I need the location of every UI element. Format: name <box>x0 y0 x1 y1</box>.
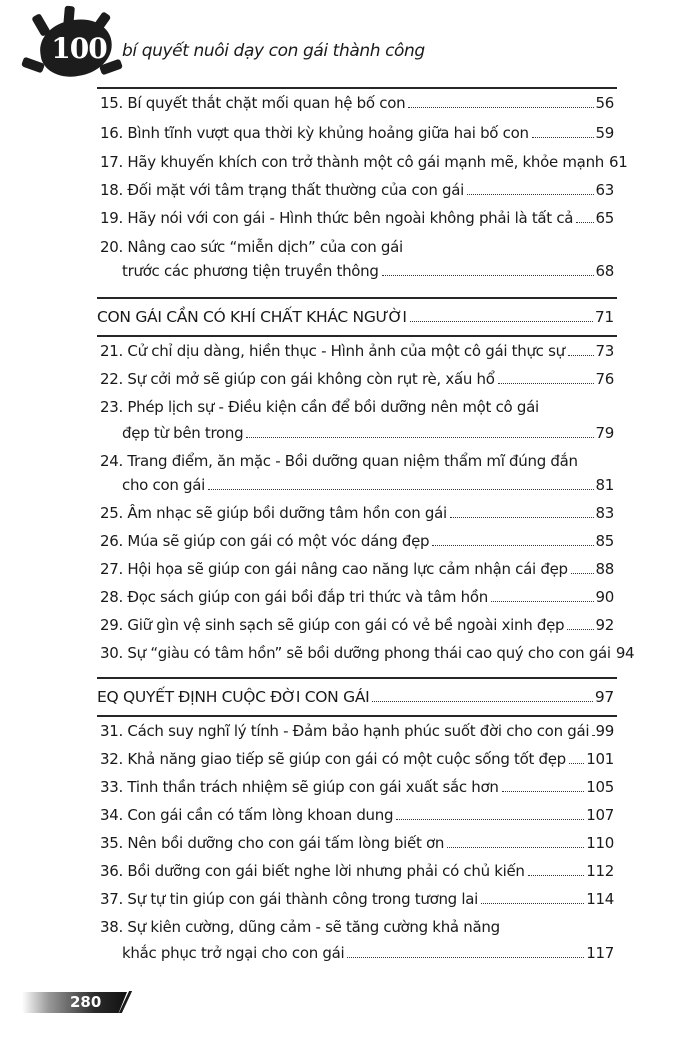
entry-page: 79 <box>595 424 614 442</box>
leader-dots <box>432 545 593 546</box>
toc-entry <box>100 396 614 418</box>
divider <box>97 335 617 337</box>
leader-dots <box>528 875 585 876</box>
leader-dots <box>568 355 594 356</box>
leader-dots <box>481 903 584 904</box>
entry-title: 28. Đọc sách giúp con gái bồi đắp tri thức và tâm hồn <box>100 588 488 606</box>
entry-page: 73 <box>595 342 614 360</box>
entry-page: 105 <box>586 778 614 796</box>
toc-entry <box>100 614 614 636</box>
entry-title: 20. Nâng cao sức “miễn dịch” của con gái <box>100 238 403 256</box>
entry-title: 31. Cách suy nghĩ lý tính - Đảm bảo hạnh phúc suốt đời cho con gái <box>100 722 590 740</box>
entry-title: 22. Sự cởi mở sẽ giúp con gái không còn rụt rè, xấu hổ <box>100 370 495 388</box>
toc-entry <box>100 92 614 114</box>
toc-entry <box>100 179 614 201</box>
divider <box>97 677 617 679</box>
entry-title: 34. Con gái cần có tấm lòng khoan dung <box>100 806 394 824</box>
toc-entry <box>100 888 614 910</box>
toc-entry <box>100 916 614 938</box>
entry-page: 65 <box>595 209 614 227</box>
entry-page: 114 <box>586 890 614 908</box>
divider <box>97 297 617 299</box>
section-heading <box>97 306 614 328</box>
toc-entry <box>100 586 614 608</box>
entry-page: 107 <box>586 806 614 824</box>
entry-page: 83 <box>595 504 614 522</box>
page-number: 280 <box>70 993 102 1011</box>
entry-title: 27. Hội họa sẽ giúp con gái nâng cao năng lực cảm nhận cái đẹp <box>100 560 568 578</box>
leader-dots <box>246 437 593 438</box>
entry-page: 99 <box>595 722 614 740</box>
entry-page: 94 <box>615 644 635 662</box>
toc-entry <box>100 122 614 144</box>
leader-dots <box>208 489 594 490</box>
entry-page: 112 <box>586 862 614 880</box>
leader-dots <box>502 791 585 792</box>
entry-page: 68 <box>595 262 614 280</box>
toc-entry <box>100 558 614 580</box>
entry-page: 63 <box>595 181 614 199</box>
entry-title: 32. Khả năng giao tiếp sẽ giúp con gái có một cuộc sống tốt đẹp <box>100 750 566 768</box>
toc-entry <box>100 450 614 472</box>
entry-title: 38. Sự kiên cường, dũng cảm - sẽ tăng cường khả năng <box>100 918 500 936</box>
toc-entry <box>100 832 614 854</box>
entry-title-cont: khắc phục trở ngại cho con gái <box>122 944 345 962</box>
entry-page: 92 <box>595 616 614 634</box>
entry-title: 19. Hãy nói với con gái - Hình thức bên ngoài không phải là tất cả <box>100 209 574 227</box>
toc-entry <box>100 860 614 882</box>
section-page: 71 <box>594 308 614 326</box>
leader-dots <box>571 573 594 574</box>
entry-title: 24. Trang điểm, ăn mặc - Bồi dưỡng quan niệm thẩm mĩ đúng đắn <box>100 452 578 470</box>
section-title: EQ QUYẾT ĐỊNH CUỘC ĐỜI CON GÁI <box>97 688 370 706</box>
divider <box>97 87 617 89</box>
entry-title: 21. Cử chỉ dịu dàng, hiền thục - Hình ảnh của một cô gái thực sự <box>100 342 565 360</box>
leader-dots <box>532 137 594 138</box>
divider <box>97 715 617 717</box>
toc-entry <box>100 530 614 552</box>
entry-title: 29. Giữ gìn vệ sinh sạch sẽ giúp con gái có vẻ bề ngoài xinh đẹp <box>100 616 565 634</box>
page-header <box>14 6 686 88</box>
toc-entry-continuation <box>100 260 614 282</box>
toc-entry-continuation <box>100 422 614 444</box>
leader-dots <box>396 819 584 820</box>
toc-entry <box>100 151 628 173</box>
section-heading <box>97 686 614 708</box>
toc-entry <box>100 748 614 770</box>
toc-entry <box>100 340 614 362</box>
toc-entry <box>100 502 614 524</box>
toc-entry <box>100 804 614 826</box>
entry-title: 35. Nên bồi dưỡng cho con gái tấm lòng biết ơn <box>100 834 445 852</box>
entry-title: 37. Sự tự tin giúp con gái thành công trong tương lai <box>100 890 478 908</box>
toc-entry <box>100 776 614 798</box>
entry-page: 59 <box>595 124 614 142</box>
leader-dots <box>567 629 593 630</box>
entry-title: 26. Múa sẽ giúp con gái có một vóc dáng đẹp <box>100 532 430 550</box>
toc-entry-continuation <box>100 942 614 964</box>
entry-title: 25. Âm nhạc sẽ giúp bồi dưỡng tâm hồn con gái <box>100 504 447 522</box>
entry-page: 117 <box>586 944 614 962</box>
entry-title-cont: trước các phương tiện truyền thông <box>122 262 379 280</box>
toc-entry <box>100 236 614 258</box>
entry-title: 30. Sự “giàu có tâm hồn” sẽ bồi dưỡng phong thái cao quý cho con gái <box>100 644 611 662</box>
leader-dots <box>569 763 584 764</box>
leader-dots <box>372 701 592 702</box>
leader-dots <box>347 957 584 958</box>
entry-title-cont: đẹp từ bên trong <box>122 424 244 442</box>
leader-dots <box>592 735 593 736</box>
entry-page: 110 <box>586 834 614 852</box>
leader-dots <box>408 107 593 108</box>
entry-title-cont: cho con gái <box>122 476 205 494</box>
entry-page: 81 <box>595 476 614 494</box>
entry-page: 56 <box>595 94 614 112</box>
entry-page: 61 <box>608 153 628 171</box>
leader-dots <box>450 517 594 518</box>
toc-entry <box>100 368 614 390</box>
entry-page: 101 <box>586 750 614 768</box>
toc-entry <box>100 207 614 229</box>
badge-number: 100 <box>51 32 107 65</box>
toc-entry <box>100 642 635 664</box>
entry-page: 90 <box>595 588 614 606</box>
toc-entry <box>100 720 614 742</box>
toc-entry-continuation <box>100 474 614 496</box>
entry-title: 17. Hãy khuyến khích con trở thành một cô gái mạnh mẽ, khỏe mạnh <box>100 153 604 171</box>
leader-dots <box>447 847 584 848</box>
entry-title: 23. Phép lịch sự - Điều kiện cần để bồi dưỡng nên một cô gái <box>100 398 539 416</box>
section-title: CON GÁI CẦN CÓ KHÍ CHẤT KHÁC NGƯỜI <box>97 308 407 326</box>
entry-title: 18. Đối mặt với tâm trạng thất thường của con gái <box>100 181 464 199</box>
leader-dots <box>410 321 593 322</box>
entry-page: 85 <box>595 532 614 550</box>
leader-dots <box>491 601 594 602</box>
section-page: 97 <box>594 688 614 706</box>
leader-dots <box>382 275 594 276</box>
entry-title: 36. Bồi dưỡng con gái biết nghe lời nhưng phải có chủ kiến <box>100 862 525 880</box>
entry-page: 88 <box>595 560 614 578</box>
entry-title: 16. Bình tĩnh vượt qua thời kỳ khủng hoảng giữa hai bố con <box>100 124 529 142</box>
leader-dots <box>498 383 594 384</box>
entry-title: 33. Tinh thần trách nhiệm sẽ giúp con gái xuất sắc hơn <box>100 778 499 796</box>
leader-dots <box>467 194 594 195</box>
entry-page: 76 <box>595 370 614 388</box>
leader-dots <box>576 222 593 223</box>
entry-title: 15. Bí quyết thắt chặt mối quan hệ bố con <box>100 94 406 112</box>
book-title: bí quyết nuôi dạy con gái thành công <box>122 41 425 61</box>
